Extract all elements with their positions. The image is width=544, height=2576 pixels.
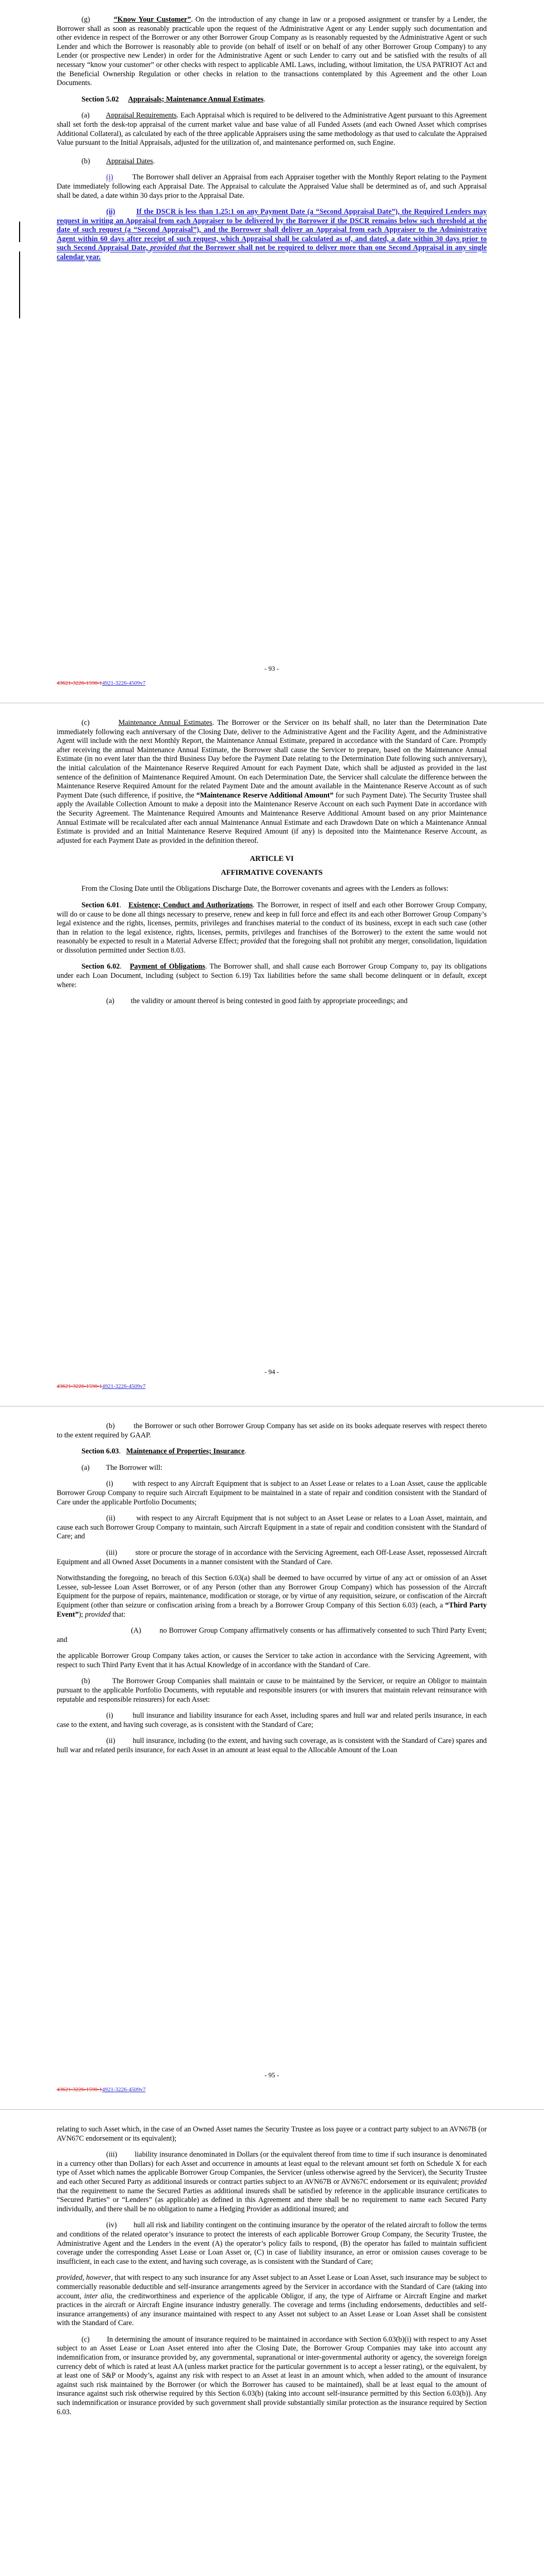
- proviso-text: , that with respect to any such insurance for any Asset subject to an Asset Lease or Loan Asset, such insurance may be subject to commercially reasonable deductible and self-insurance arrangements agreed by the Servicer in accordance with the Standard of Care (taking into account,: [57, 2274, 487, 2300]
- section-6-03-b-iii: [57, 2150, 487, 2214]
- text-a-ii: with respect to any Aircraft Equipment that is not subject to an Asset Lease or relates to a Loan Asset, maintain, and cause each such Borrower Group Company to maintain, such Aircraft Equipment in a state of repair and condition consistent with the Standard of Care; and: [57, 1514, 487, 1541]
- section-6-02: Section 6.02. Payment of Obligations. The Borrower shall, and shall cause each Borrower Group Company to, pay its obligations under each Loan Document, including (subject to Section 6.19) Tax liabilities before the same shall become delinquent or in default, except where:: [57, 962, 487, 989]
- text-b-ii: hull insurance, including (to the extent, and having such coverage, as is consistent with the Standard of Care) spares and hull war and related perils insurance, for each Asset in an amount at least equal to the Allocable Amount of the Loan: [57, 1737, 487, 1755]
- label-b-ii: (ii): [106, 1737, 116, 1745]
- article-vi-title: ARTICLE VI: [250, 855, 294, 863]
- footer-doc-id: [57, 680, 145, 686]
- text-a-i: with respect to any Aircraft Equipment that is subject to an Asset Lease or relates to a Loan Asset, cause the applicable Borrower Group Company to require such Aircraft Equipment to be maintained in a state of repair and condition consistent with the Standard of Care under the applicable Portfolio Documents;: [57, 1480, 487, 1506]
- label-b-i: (i): [106, 1711, 113, 1720]
- text-a-iii: store or procure the storage of in accordance with the Servicing Agreement, each Off-Lease Asset, repossessed Aircraft Equipment and all Owned Asset Documents in a manner consistent with the Standard of Care.: [57, 1548, 487, 1566]
- label-6-03-c: (c): [81, 2335, 90, 2344]
- page-94-body: [57, 719, 487, 1013]
- page-number: - 94 -: [264, 1368, 279, 1376]
- notwith-provided: provided: [85, 1610, 111, 1619]
- page-number: - 95 -: [264, 2071, 279, 2079]
- section-5-02-heading: Section 5.02 Appraisals; Maintenance Annual Estimates.: [81, 95, 266, 104]
- footer-doc-id: [57, 2087, 145, 2093]
- text-c-2: for such Payment Date). The Security Trustee shall apply the Available Collection Amount to make a deposit into the Maintenance Reserve Account on each such Payment Date in accordance with the Security Agreement. The Maintenance Required Amounts and Maintenance Reserve Additional Amount based on any prior Maintenance Annual Estimate will be recalculated after each annual Maintenance Annual Estimate and each Drawdown Date on which a Maintenance Annual Estimate is provided and an Initial Maintenance Reserve Required Amount (if any) is deposited into the Maintenance Reserve Account, as adjusted for each Payment Date as provided in the definition thereof.: [57, 791, 487, 845]
- text-6-03-c: In determining the amount of insurance required to be maintained in accordance with Section 6.03(b)(i) with respect to any Asset subject to an Asset Lease or Loan Asset entered into after the Closing Date, the Borrower Group Companies may take into account any indemnification from, or insurance provided by, any governmental, supranational or inter-governmental authority or agency, the sovereign foreign currency debt of which is rated at least AA (unless market practice for the particular government is to accept a lesser rating), or the equivalent, by at least one of S&P or Moody’s, against any risk with respect to an Asset at least in an amount which, when added to the amount of insurance against such risk maintained by the Borrower (or which the Borrower has caused to be maintained), shall be at least equal to the amount of insurance against such risk otherwise required by this Section 6.03(b) (taking into account self-insurance permitted by this Section 6.03(b)). Any such indemnification or insurance provided by such government shall provide substantially similar protection as the insurance required by Section 6.03.: [57, 2335, 487, 2416]
- notwithstanding-paragraph: [57, 1574, 487, 1619]
- title-appraisal-dates: Appraisal Dates: [106, 157, 153, 165]
- section-6-03-c: [57, 2335, 487, 2417]
- paragraph-g: [57, 15, 487, 88]
- text-b-ii-end: the Borrower shall not be required to deliver more than one Second Appraisal in any single calendar year.: [57, 244, 487, 262]
- section-6-03-b-iv: [57, 2221, 487, 2266]
- page-96-body: [57, 2125, 487, 2424]
- label-b: (b): [81, 157, 90, 165]
- section-6-03-a: [57, 1464, 487, 1473]
- change-bar: [19, 251, 20, 318]
- footer-doc-id-new: 4921-3226-4509v7: [102, 680, 146, 686]
- label-6-03-b: (b): [81, 1677, 90, 1686]
- text-b-i: The Borrower shall deliver an Appraisal from each Appraiser together with the Monthly Report relating to the Payment Date immediately following each Appraisal Date. The Appraisal to calculate the Appraised Value shall be determined as of, and such Appraisal shall be dated, a date within 30 days prior to the Appraisal Date.: [57, 173, 487, 200]
- section-6-03-a-i: [57, 1480, 487, 1507]
- label-6-03-a: (a): [81, 1463, 90, 1472]
- notwith-text-2: );: [78, 1610, 85, 1619]
- section-6-01-title: Existence; Conduct and Authorizations: [128, 901, 253, 909]
- footer-doc-id-old: 43621-3226-1590-1: [57, 1383, 102, 1389]
- section-6-01-text-2: that the foregoing shall not prohibit any merger, consolidation, liquidation or dissolution permitted under Section 8.03.: [57, 937, 487, 955]
- label-6-02-a: (a): [106, 997, 114, 1006]
- title-know-your-customer: “Know Your Customer”: [113, 15, 191, 24]
- notwith-text-1: Notwithstanding the foregoing, no breach of this Section 6.03(a) shall be deemed to have occurred by virtue of any act or omission of an Asset Lessee, sub-lessee Loan Asset Borrower, or of any Person (other than any Borrower Group Company) which has possession of the Aircraft Equipment for the purpose of repairs, maintenance, modification or storage, or by virtue of any requisition, seizure, or confiscation of the Aircraft Equipment (other than seizure or confiscation arising from a breach by a Borrower Group Company of this Section 6.03) (each, a: [57, 1574, 487, 1609]
- proviso-lead: provided, however: [57, 2274, 111, 2282]
- text-iii-2: that the requirement to name the Secured Parties as additional insureds shall be satisfied by reference in the applicable insurance certificates to “Secured Parties” or “Lenders” (as applicable) as defined in this Agreement and there shall be no requirement to name each Secured Party individually, and there shall be no obligation to name a Hedging Provider as additional insured; and: [57, 2187, 487, 2213]
- text-iii-provided: provided: [461, 2177, 487, 2186]
- section-6-01-provided: provided: [240, 937, 267, 946]
- paragraph-b-appraisal-dates: (b) Appraisal Dates.: [81, 157, 155, 165]
- section-6-03-a-ii: [57, 1514, 487, 1541]
- paragraph-a-appraisal-requirements: [57, 111, 487, 147]
- page-93: [0, 0, 544, 703]
- footer-doc-id-new: 4921-3226-4509v7: [102, 1383, 146, 1389]
- text-b-ii: If the DSCR is less than 1.25:1 on any Payment Date (a “Second Appraisal Date”), the Required Lenders may request in writing an Appraisal from each Appraiser to be delivered by the Borrower if the DSCR remains below such threshold at the date of such request (a “Second Appraisal”), and the Borrower shall deliver an Appraisal from each Appraiser to the Administrative Agent within 60 days after receipt of such request, which Appraisal shall be calculated as of, and dated, a date within 30 days prior to such Second Appraisal Date,: [57, 208, 487, 252]
- proviso-inter-alia: inter alia: [84, 2292, 112, 2300]
- continued-paragraph: relating to such Asset which, in the case of an Owned Asset names the Security Trustee as loss payee or a contract party subject to an AVN67B (or AVN67C endorsement or its equivalent);: [57, 2125, 487, 2143]
- section-6-02-title: Payment of Obligations: [129, 962, 205, 971]
- section-6-02-number: Section 6.02: [81, 962, 120, 971]
- clause-A: [57, 1626, 487, 1645]
- paragraph-b-ii-inserted: [57, 208, 487, 262]
- page-94: [0, 703, 544, 1406]
- label-A: (A): [131, 1626, 141, 1635]
- label-b-ii: (ii): [106, 208, 116, 216]
- label-6-02-b: (b): [106, 1422, 115, 1430]
- paragraph-b-i: [57, 173, 487, 200]
- title-appraisal-requirements: Appraisal Requirements: [106, 111, 177, 120]
- clause-then: the applicable Borrower Group Company takes action, or causes the Servicer to take action in accordance with the Servicing Agreement, with respect to such Third Party Event that it has Actual Knowledge of in accordance with the Standard of Care.: [57, 1652, 487, 1669]
- text-g: . On the introduction of any change in law or a proposed assignment or transfer by a Lender, the Borrower shall as soon as reasonably practicable upon the request of the Administrative Agent or any Lender supply such documentation and other evidence in respect of the Borrower or any other Borrower Group Company as is reasonably requested by the Administrative Agent or such Lender and which the Borrower is reasonably able to provide (on behalf of itself or on behalf of any other Borrower Group Company) to any Lender (or prospective new Lender) in order for the Administrative Agent or such Lender to carry out and be satisfied with the results of all necessary “know your customer” or other checks with respect to applicable AML Laws, including, without limitation, the USA PATRIOT Act and the Beneficial Ownership Regulation or other checks in relation to the transactions contemplated by this Agreement and the other Loan Documents.: [57, 15, 487, 88]
- text-A: no Borrower Group Company affirmatively consents or has affirmatively consented to such Third Party Event; and: [57, 1626, 487, 1644]
- section-6-02-a: [57, 997, 487, 1006]
- title-maintenance-annual-estimates: Maintenance Annual Estimates: [118, 719, 212, 727]
- article-vi-subtitle: AFFIRMATIVE COVENANTS: [221, 869, 323, 877]
- label-c: (c): [81, 719, 90, 727]
- footer-doc-id-old: 43621-3226-1590-1: [57, 680, 102, 686]
- proviso-text-2: , the creditworthiness and experience of the applicable Obligor, if any, the type of Airframe or Aircraft Engine and market practices in the aircraft or Aircraft Engine insurance industry generally. The coverage and terms (including endorsements, deductibles and self-insurance arrangements) of any insurance maintained with respect to any Asset not subject to an Asset Lease or Loan Asset shall be consistent with the Standard of Care.: [57, 2292, 487, 2328]
- term-third-party-event: “Third Party Event”: [57, 1601, 487, 1619]
- section-6-02-text: . The Borrower shall, and shall cause each Borrower Group Company to, pay its obligations under each Loan Document, including (subject to Section 6.19) Tax liabilities before the same shall become delinquent or in default, except where:: [57, 962, 487, 989]
- text-appraisal-requirements: . Each Appraisal which is required to be delivered to the Administrative Agent pursuant to this Agreement shall set forth the desk-top appraisal of the current market value and base value of all Funded Assets (and each Owned Asset which comprises Additional Collateral), as calculated by each of the three applicable Appraisers using the same methodology as that used to calculate the Appraised Value pursuant to the Initial Appraisals, adjusted for the utilization of, and maintenance performed on, such Engine.: [57, 111, 487, 147]
- text-iv: hull all risk and liability contingent on the continuing insurance by the operator of the related aircraft to follow the terms and conditions of the related operator’s insurance to protect the interests of each applicable Borrower Group Company, the Security Trustee, the Administrative Agent and the Lenders in the event (A) the operator’s policy fails to respond, (B) the operator has failed to maintain sufficient coverage under the corresponding Asset Lease or Loan Asset or, (C) in case of liability insurance, an error or omission causes coverage to be insufficient, in each case to the extent, and having such coverage, as is consistent with the Standard of Care;: [57, 2221, 487, 2266]
- text-b-ii-provided: provided that: [150, 244, 191, 252]
- section-6-01: Section 6.01. Existence; Conduct and Authorizations. The Borrower, in respect of itself and each other Borrower Group Company, will do or cause to be done all things necessary to preserve, renew and keep in full force and effect its and each other Borrower Group Company’s legal existence and the rights, licenses, permits, privileges and franchises material to the conduct of its business, except in each such case (other than in relation to the legal existence, rights, licenses, permits, privileges and franchises of the Borrower) to the extent the same would not reasonably be expected to result in a Material Adverse Effect; provided that the foregoing shall not prohibit any merger, consolidation, liquidation or dissolution permitted under Section 8.03.: [57, 901, 487, 955]
- section-6-03-b-ii: [57, 1737, 487, 1755]
- article-vi-intro: From the Closing Date until the Obligations Discharge Date, the Borrower covenants and agrees with the Lenders as follows:: [81, 885, 449, 893]
- label-iv: (iv): [106, 2221, 117, 2230]
- change-bar: [19, 222, 20, 242]
- text-6-02-b: the Borrower or such other Borrower Group Company has set aside on its books adequate reserves with respect thereto to the extent required by GAAP.: [57, 1422, 487, 1439]
- section-6-03-a-iii: [57, 1549, 487, 1567]
- text-b-i: hull insurance and liability insurance for each Asset, including spares and hull war and related perils insurance, in each case to the extent, and having such coverage, as is consistent with the Standard of Care;: [57, 1711, 487, 1729]
- text-6-02-a: the validity or amount thereof is being contested in good faith by appropriate proceedings; and: [130, 997, 408, 1006]
- section-6-03-b: [57, 1677, 487, 1704]
- section-5-02-title: Appraisals; Maintenance Annual Estimates: [128, 95, 264, 104]
- page-96: [0, 2110, 544, 2576]
- footer-doc-id-old: 43621-3226-1590-1: [57, 2087, 102, 2093]
- page-93-body: [57, 15, 487, 269]
- section-6-03-title: Maintenance of Properties; Insurance: [126, 1447, 245, 1456]
- section-6-03-number: Section 6.03: [81, 1447, 119, 1456]
- text-c-1: . The Borrower or the Servicer on its behalf shall, no later than the Determination Date immediately following each anniversary of the Closing Date, deliver to the Administrative Agent and the Facility Agent, and the Administrative Agent will include with the next Monthly Report, the Maintenance Annual Estimate, prepared in accordance with the Standard of Care. Promptly after receiving the annual Maintenance Annual Estimate, the Borrower shall cause the Servicer to prepare, based on the Maintenance Annual Estimate (in no event later than the third Business Day before the Payment Date relating to the Determination Date following such anniversary), the initial calculation of the Maintenance Reserve Required Amount for each Payment Date, which shall be adjusted as provided in the last sentence of the definition of Maintenance Required Amount. On each Determination Date, the Servicer shall calculate the difference between the Maintenance Reserve Required Amount for the related Payment Date and the amount available in the Maintenance Reserve Account as of such Payment Date (such difference, if positive, the: [57, 719, 487, 800]
- text-6-03-b: The Borrower Group Companies shall maintain or cause to be maintained by the Servicer, or require an Obligor to maintain pursuant to the applicable Portfolio Documents, with reputable and responsible insurers (or with insurers that maintain relevant reinsurance with reputable and responsible reinsurers) for each Asset:: [57, 1677, 487, 1704]
- paragraph-c-maintenance-annual-estimates: [57, 719, 487, 845]
- term-maintenance-reserve-additional-amount: “Maintenance Reserve Additional Amount”: [196, 791, 334, 800]
- section-5-02-number: Section 5.02: [81, 95, 119, 104]
- page-number: - 93 -: [264, 665, 279, 672]
- label-a-i: (i): [106, 1480, 113, 1488]
- section-6-03-b-i: [57, 1711, 487, 1730]
- proviso-paragraph: [57, 2274, 487, 2328]
- notwith-text-3: that:: [110, 1610, 126, 1619]
- label-a-iii: (iii): [106, 1548, 118, 1557]
- footer-doc-id-new: 4921-3226-4509v7: [102, 2087, 146, 2093]
- label-a-ii: (ii): [106, 1514, 116, 1523]
- section-6-03-heading: Section 6.03. Maintenance of Properties; Insurance.: [81, 1447, 246, 1456]
- label-g: (g): [81, 15, 90, 24]
- page-95: [0, 1406, 544, 2109]
- page-95-body: [57, 1422, 487, 1762]
- footer-doc-id: [57, 1383, 145, 1389]
- label-iii: (iii): [106, 2150, 118, 2159]
- label-a: (a): [81, 111, 90, 120]
- text-iii: liability insurance denominated in Dollars (or the equivalent thereof from time to time if such insurance is denominated in a currency other than Dollars) for each Asset and occurrence in amounts at least equal to the relevant amount set forth on Schedule X for each type of Asset which names the applicable Borrower Group Companies, the Servicer (unless otherwise agreed by the Servicer), the Security Trustee and each other Secured Party as additional insureds or contract parties subject to an AVN67B or AVN67C endorsement or its equivalent;: [57, 2150, 487, 2186]
- section-6-02-b: [57, 1422, 487, 1440]
- section-6-01-text-1: . The Borrower, in respect of itself and each other Borrower Group Company, will do or cause to be done all things necessary to preserve, renew and keep in full force and effect its and each other Borrower Group Company’s legal existence and the rights, licenses, permits, privileges and franchises material to the conduct of its business, except in each such case (other than in relation to the legal existence, rights, licenses, permits, privileges and franchises of the Borrower) to the extent the same would not reasonably be expected to result in a Material Adverse Effect;: [57, 901, 487, 946]
- text-6-03-a: The Borrower will:: [106, 1463, 162, 1472]
- section-6-01-number: Section 6.01: [81, 901, 120, 909]
- label-b-i: (i): [106, 173, 113, 182]
